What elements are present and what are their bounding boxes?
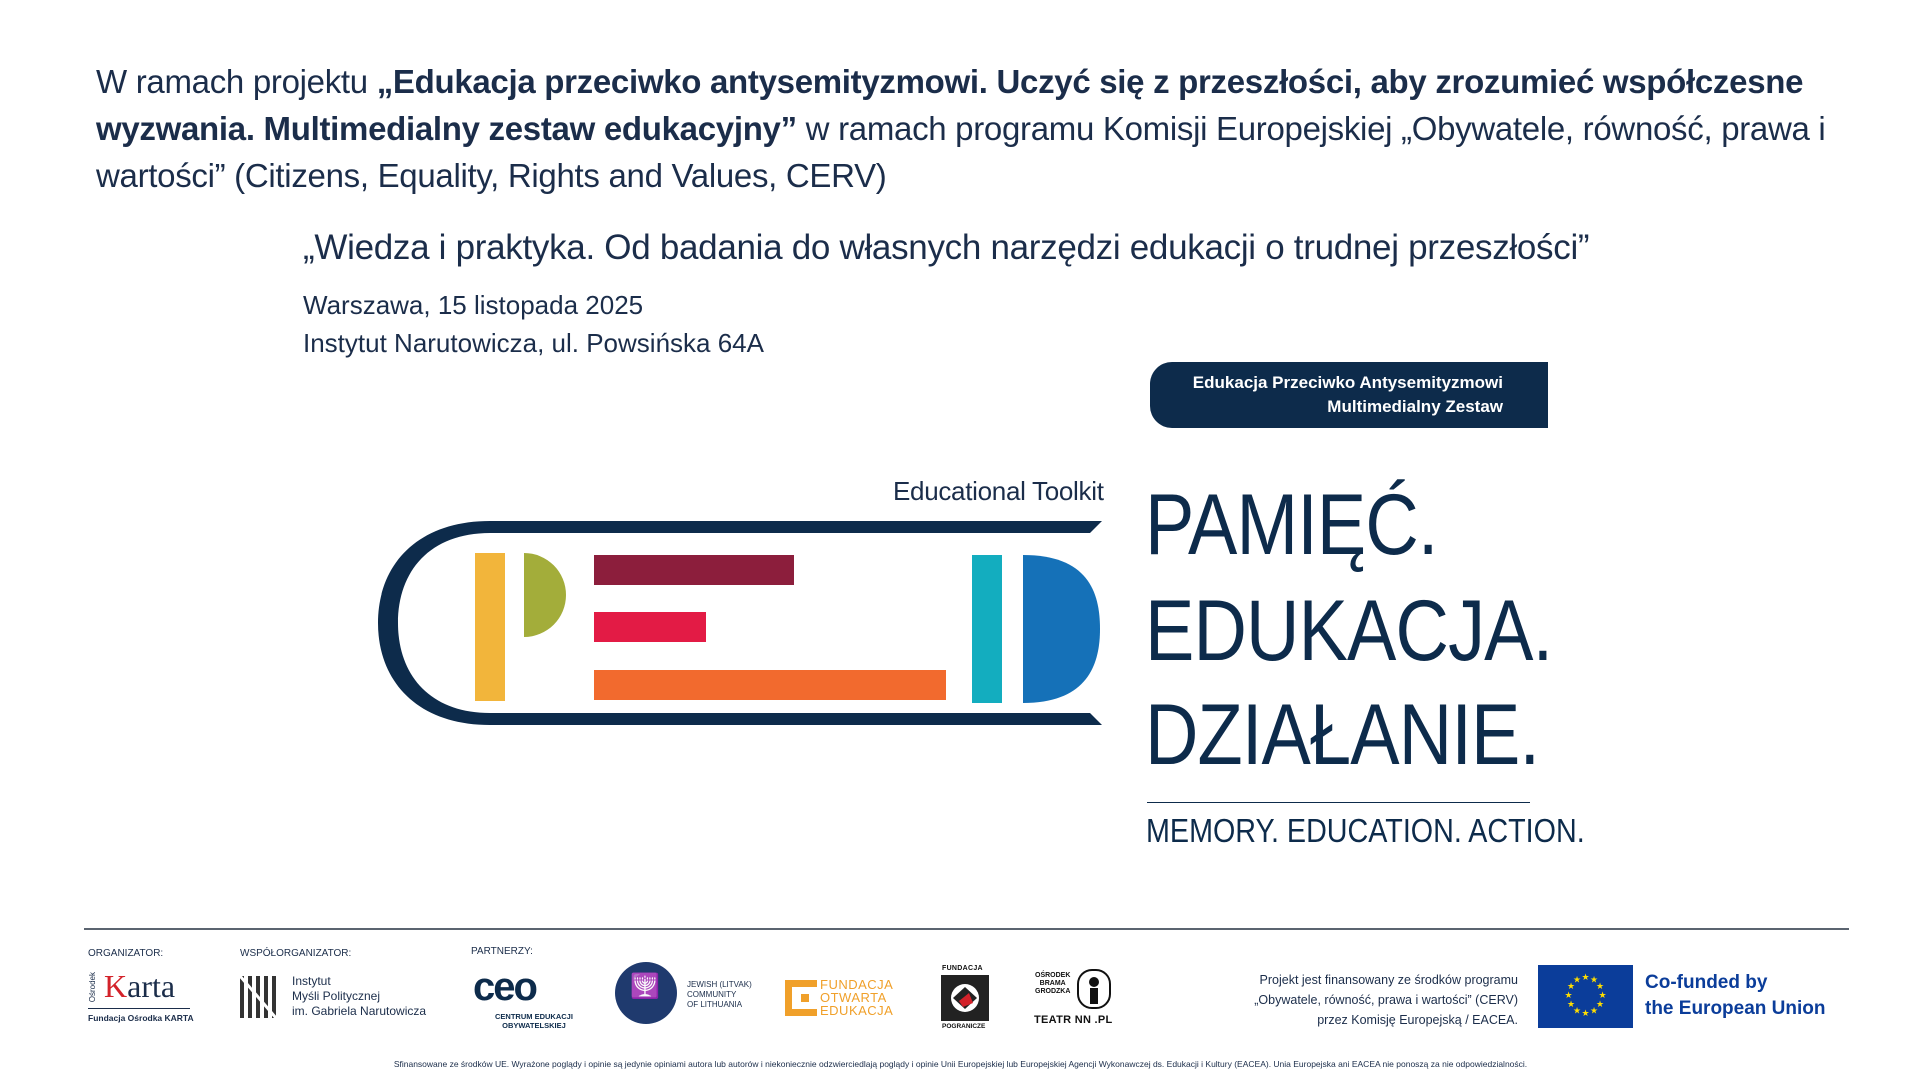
logo-orange-bar <box>594 670 946 700</box>
svg-text:★: ★ <box>1595 1000 1605 1010</box>
footer-divider <box>84 928 1849 930</box>
event-place: Instytut Narutowicza, ul. Powsińska 64A <box>303 328 764 358</box>
instytut-text <box>292 974 426 1019</box>
svg-text:★: ★ <box>1581 973 1590 983</box>
instytut-line-2: Myśli Politycznej <box>292 989 381 1003</box>
svg-text:★: ★ <box>1581 1009 1590 1019</box>
foe-line-3: EDUKACJA <box>820 1003 894 1018</box>
event-title: „Wiedza i praktyka. Od badania do własnych narzędzi edukacji o trudnej przeszłości” <box>303 228 1590 267</box>
eu-stars-icon <box>1538 965 1633 1028</box>
svg-text:★: ★ <box>1595 982 1605 992</box>
logo-maroon-bar <box>594 555 794 585</box>
svg-text:★: ★ <box>1572 975 1582 986</box>
toolkit-pill <box>1150 362 1548 428</box>
toolkit-logo <box>372 515 1102 735</box>
project-title: „Edukacja przeciwko antysemityzmowi. Uczyć się z przeszłości, aby zrozumieć współczesne wyzwania. Multimedialny zestaw edukacyjny” <box>96 63 1804 147</box>
jewish-community-text <box>687 980 752 1010</box>
teatr-line-3: GRODZKA <box>1035 988 1071 995</box>
pogranicze-top-text: FUNDACJA <box>942 965 983 972</box>
menorah-icon: 🕎 <box>630 973 660 1000</box>
foe-line-1: FUNDACJA <box>820 977 894 992</box>
svg-text:★: ★ <box>1598 991 1607 1001</box>
karta-logo <box>104 968 175 1005</box>
event-date: Warszawa, 15 listopada 2025 <box>303 290 644 320</box>
eu-flag-icon <box>1538 965 1633 1028</box>
instytut-icon <box>240 976 284 1018</box>
logo-olive-shape <box>524 553 566 637</box>
pogranicze-icon <box>941 975 989 1021</box>
karta-k: K <box>104 968 128 1004</box>
karta-subtitle: Fundacja Ośrodka KARTA <box>88 1013 194 1023</box>
jc-line-2: COMMUNITY <box>687 990 737 999</box>
eu-line-1: Co-funded by <box>1645 972 1768 993</box>
teatr-line-1: OŚRODEK <box>1035 972 1071 979</box>
ceo-sub-line-2: OBYWATELSKIEJ <box>502 1021 566 1030</box>
pill-line-2: Multimedialny Zestaw <box>1327 397 1503 416</box>
ceo-logo: ceo <box>473 965 536 1009</box>
eu-disclaimer: Sfinansowane ze środków UE. Wyrażone poglądy i opinie są jedynie opiniami autora lub autorów i niekoniecznie odzwierciedlają poglądy i opinie Unii Europejskiej lub Europejskiej Agencji Wykonawczej ds. Edukacji i Kultury (EACEA). Unia Europejska ani EACEA nie ponoszą za nie odpowiedzialności. <box>393 1059 1528 1069</box>
svg-text:★: ★ <box>1566 1000 1576 1010</box>
organizer-caption: ORGANIZATOR: <box>88 948 164 959</box>
logo-blue-shape <box>1023 555 1100 703</box>
word-edukacja: EDUKACJA. <box>1145 583 1553 679</box>
logo-yellow-bar <box>475 553 505 701</box>
foe-line-2: OTWARTA <box>820 990 887 1005</box>
tagline-divider <box>1147 802 1530 803</box>
intro-suffix: w ramach programu Komisji Europejskiej „Obywatele, równość, prawa i wartości” (Citizens, Equality, Rights and Values, CERV) <box>96 110 1826 194</box>
teatr-text <box>1035 972 1070 996</box>
intro-paragraph <box>96 58 1856 199</box>
instytut-line-3: im. Gabriela Narutowicza <box>292 1004 427 1018</box>
tagline: MEMORY. EDUCATION. ACTION. <box>1146 812 1585 849</box>
logo-teal-bar <box>972 555 1002 703</box>
pogranicze-bottom-text: POGRANICZE <box>942 1023 986 1030</box>
partners-caption: PARTNERZY: <box>471 946 533 957</box>
logo-red-bar <box>594 612 706 642</box>
pill-line-1: Edukacja Przeciwko Antysemityzmowi <box>1192 373 1503 392</box>
karta-divider <box>88 1008 190 1009</box>
svg-text:★: ★ <box>1572 1006 1582 1017</box>
foe-text <box>820 978 893 1017</box>
svg-text:★: ★ <box>1564 991 1573 1001</box>
funding-line-1: Projekt jest finansowany ze środków programu <box>1259 973 1518 987</box>
svg-text:★: ★ <box>1589 1006 1599 1017</box>
svg-text:★: ★ <box>1566 982 1576 992</box>
coorganizer-caption: WSPÓŁORGANIZATOR: <box>240 948 352 959</box>
ceo-subtitle <box>495 1012 573 1030</box>
teatr-icon <box>1076 964 1112 1010</box>
funding-text <box>1160 970 1518 1030</box>
svg-text:★: ★ <box>1589 975 1599 986</box>
teatr-line-2: BRAMA <box>1039 980 1066 987</box>
word-pamiec: PAMIĘĆ. <box>1145 477 1438 573</box>
toolkit-label: Educational Toolkit <box>893 476 1104 506</box>
foe-dot-icon <box>801 994 809 1002</box>
ceo-sub-line-1: CENTRUM EDUKACJI <box>495 1012 573 1021</box>
instytut-line-1: Instytut <box>292 974 331 988</box>
eu-line-2: the European Union <box>1645 998 1826 1019</box>
word-dzialanie: DZIAŁANIE. <box>1145 687 1540 783</box>
karta-rest: arta <box>127 968 176 1004</box>
jc-line-1: JEWISH (LITVAK) <box>687 980 752 989</box>
karta-vertical-text: Ośrodek <box>88 972 97 1003</box>
intro-prefix: W ramach projektu <box>96 63 377 100</box>
eu-cofunded-text <box>1645 970 1826 1022</box>
jc-line-3: OF LITHUANIA <box>687 1000 743 1009</box>
funding-line-2: „Obywatele, równość, prawa i wartości” (CERV) <box>1254 993 1518 1007</box>
teatr-bottom-text: TEATR NN .PL <box>1034 1014 1113 1026</box>
funding-line-3: przez Komisję Europejską / EACEA. <box>1317 1013 1518 1027</box>
